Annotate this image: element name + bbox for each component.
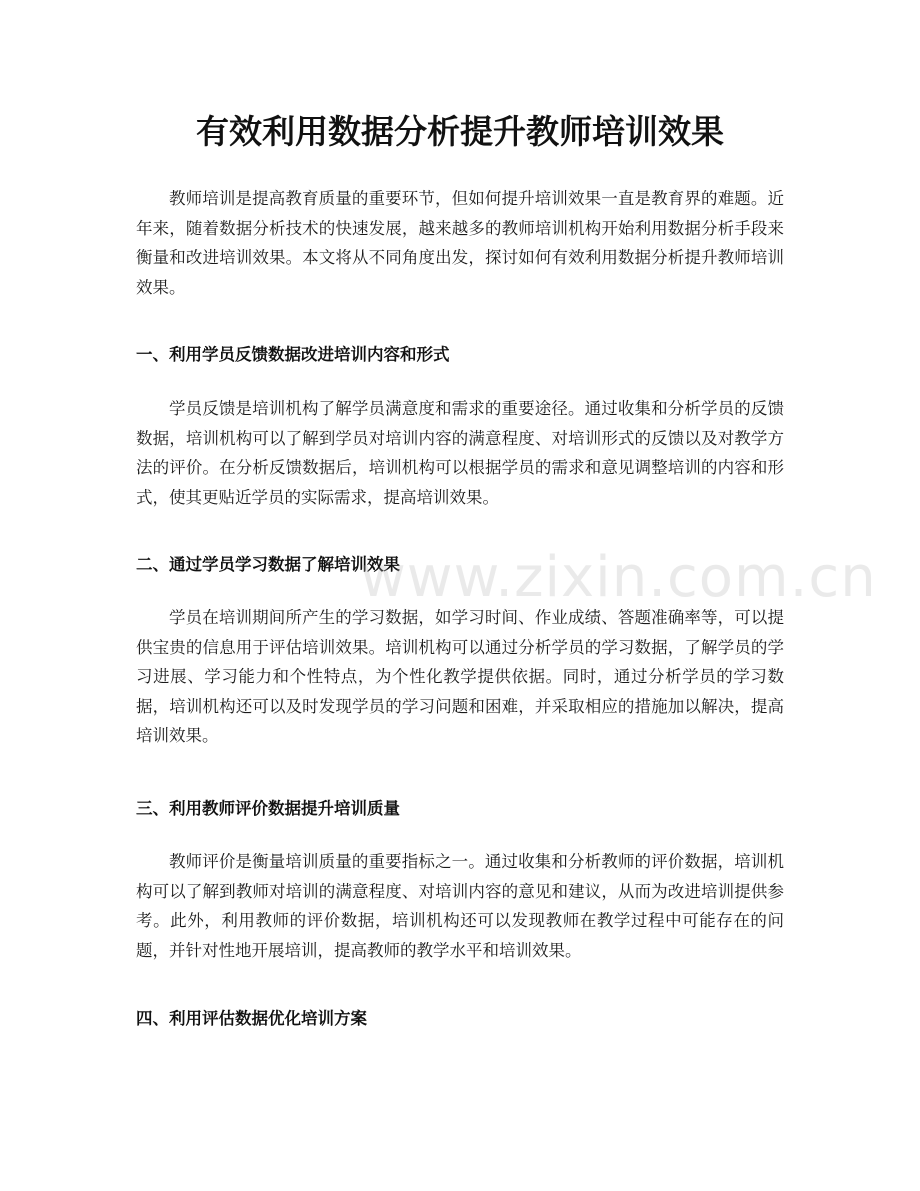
document-title: 有效利用数据分析提升教师培训效果 — [196, 112, 724, 151]
section-1-heading: 一、利用学员反馈数据改进培训内容和形式 — [136, 345, 450, 364]
section-2-paragraph: 学员在培训期间所产生的学习数据，如学习时间、作业成绩、答题准确率等，可以提供宝贵的信息用于评估培训效果。培训机构可以通过分析学员的学习数据，了解学员的学习进展、学习能力和个性特点，为个性化教学提供依据。同时，通过分析学员的学习数据，培训机构还可以及时发现学员的学习问题和困难，并采取相应的措施加以解决，提高培训效果。 — [136, 608, 784, 746]
watermark: www.zixin.com.cn — [360, 545, 877, 610]
section-1-paragraph: 学员反馈是培训机构了解学员满意度和需求的重要途径。通过收集和分析学员的反馈数据，培训机构可以了解到学员对培训内容的满意程度、对培训形式的反馈以及对教学方法的评价。在分析反馈数据后，培训机构可以根据学员的需求和意见调整培训的内容和形式，使其更贴近学员的实际需求，提高培训效果。 — [136, 399, 784, 507]
section-2-heading: 二、通过学员学习数据了解培训效果 — [136, 555, 400, 574]
intro-paragraph: 教师培训是提高教育质量的重要环节，但如何提升培训效果一直是教育界的难题。近年来，随着数据分析技术的快速发展，越来越多的教师培训机构开始利用数据分析手段来衡量和改进培训效果。本文将从不同角度出发，探讨如何有效利用数据分析提升教师培训效果。 — [136, 189, 784, 297]
section-4-heading: 四、利用评估数据优化培训方案 — [136, 1009, 367, 1028]
section-3-heading: 三、利用教师评价数据提升培训质量 — [136, 799, 400, 818]
section-3-paragraph: 教师评价是衡量培训质量的重要指标之一。通过收集和分析教师的评价数据，培训机构可以了解到教师对培训的满意程度、对培训内容的意见和建议，从而为改进培训提供参考。此外，利用教师的评价数据，培训机构还可以发现教师在教学过程中可能存在的问题，并针对性地开展培训，提高教师的教学水平和培训效果。 — [136, 852, 784, 960]
